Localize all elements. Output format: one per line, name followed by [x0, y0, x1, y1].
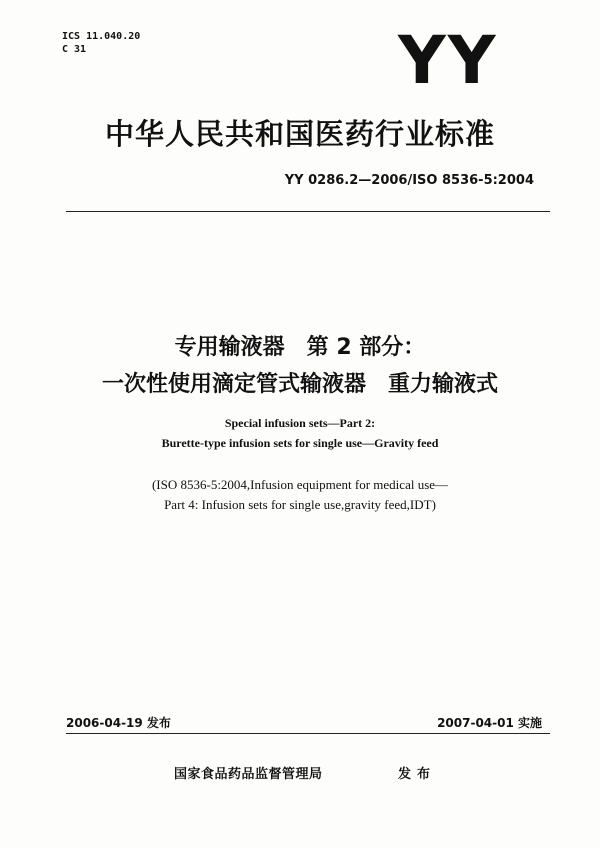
ics-code: ICS 11.040.20 — [62, 31, 141, 42]
chinese-title-line1: 专用输液器 第 2 部分： — [174, 335, 426, 360]
bottom-divider — [66, 733, 550, 734]
classification-codes — [62, 30, 140, 56]
publish-date: 2006-04-19 发布 — [66, 716, 171, 730]
issuing-authority: 国家食品药品监督管理局 — [174, 767, 323, 782]
english-title-line1: Special infusion sets—Part 2: — [224, 416, 376, 430]
english-title-line2: Burette-type infusion sets for single use—Gravity feed — [161, 436, 439, 450]
ccs-code: C 31 — [62, 44, 87, 55]
standard-number: YY 0286.2—2006/ISO 8536-5:2004 — [284, 173, 534, 188]
issue-label: 发布 — [398, 767, 437, 782]
iso-reference-line2: Part 4: Infusion sets for single use,gravity feed,IDT) — [164, 497, 436, 512]
effective-date: 2007-04-01 实施 — [437, 716, 542, 730]
standard-logo: YY — [398, 22, 498, 99]
iso-reference-line1: (ISO 8536-5:2004,Infusion equipment for medical use— — [151, 477, 449, 492]
organization-title: 中华人民共和国医药行业标准 — [104, 117, 495, 151]
chinese-title-line2: 一次性使用滴定管式输液器 重力输液式 — [101, 372, 498, 397]
top-divider — [66, 211, 550, 212]
